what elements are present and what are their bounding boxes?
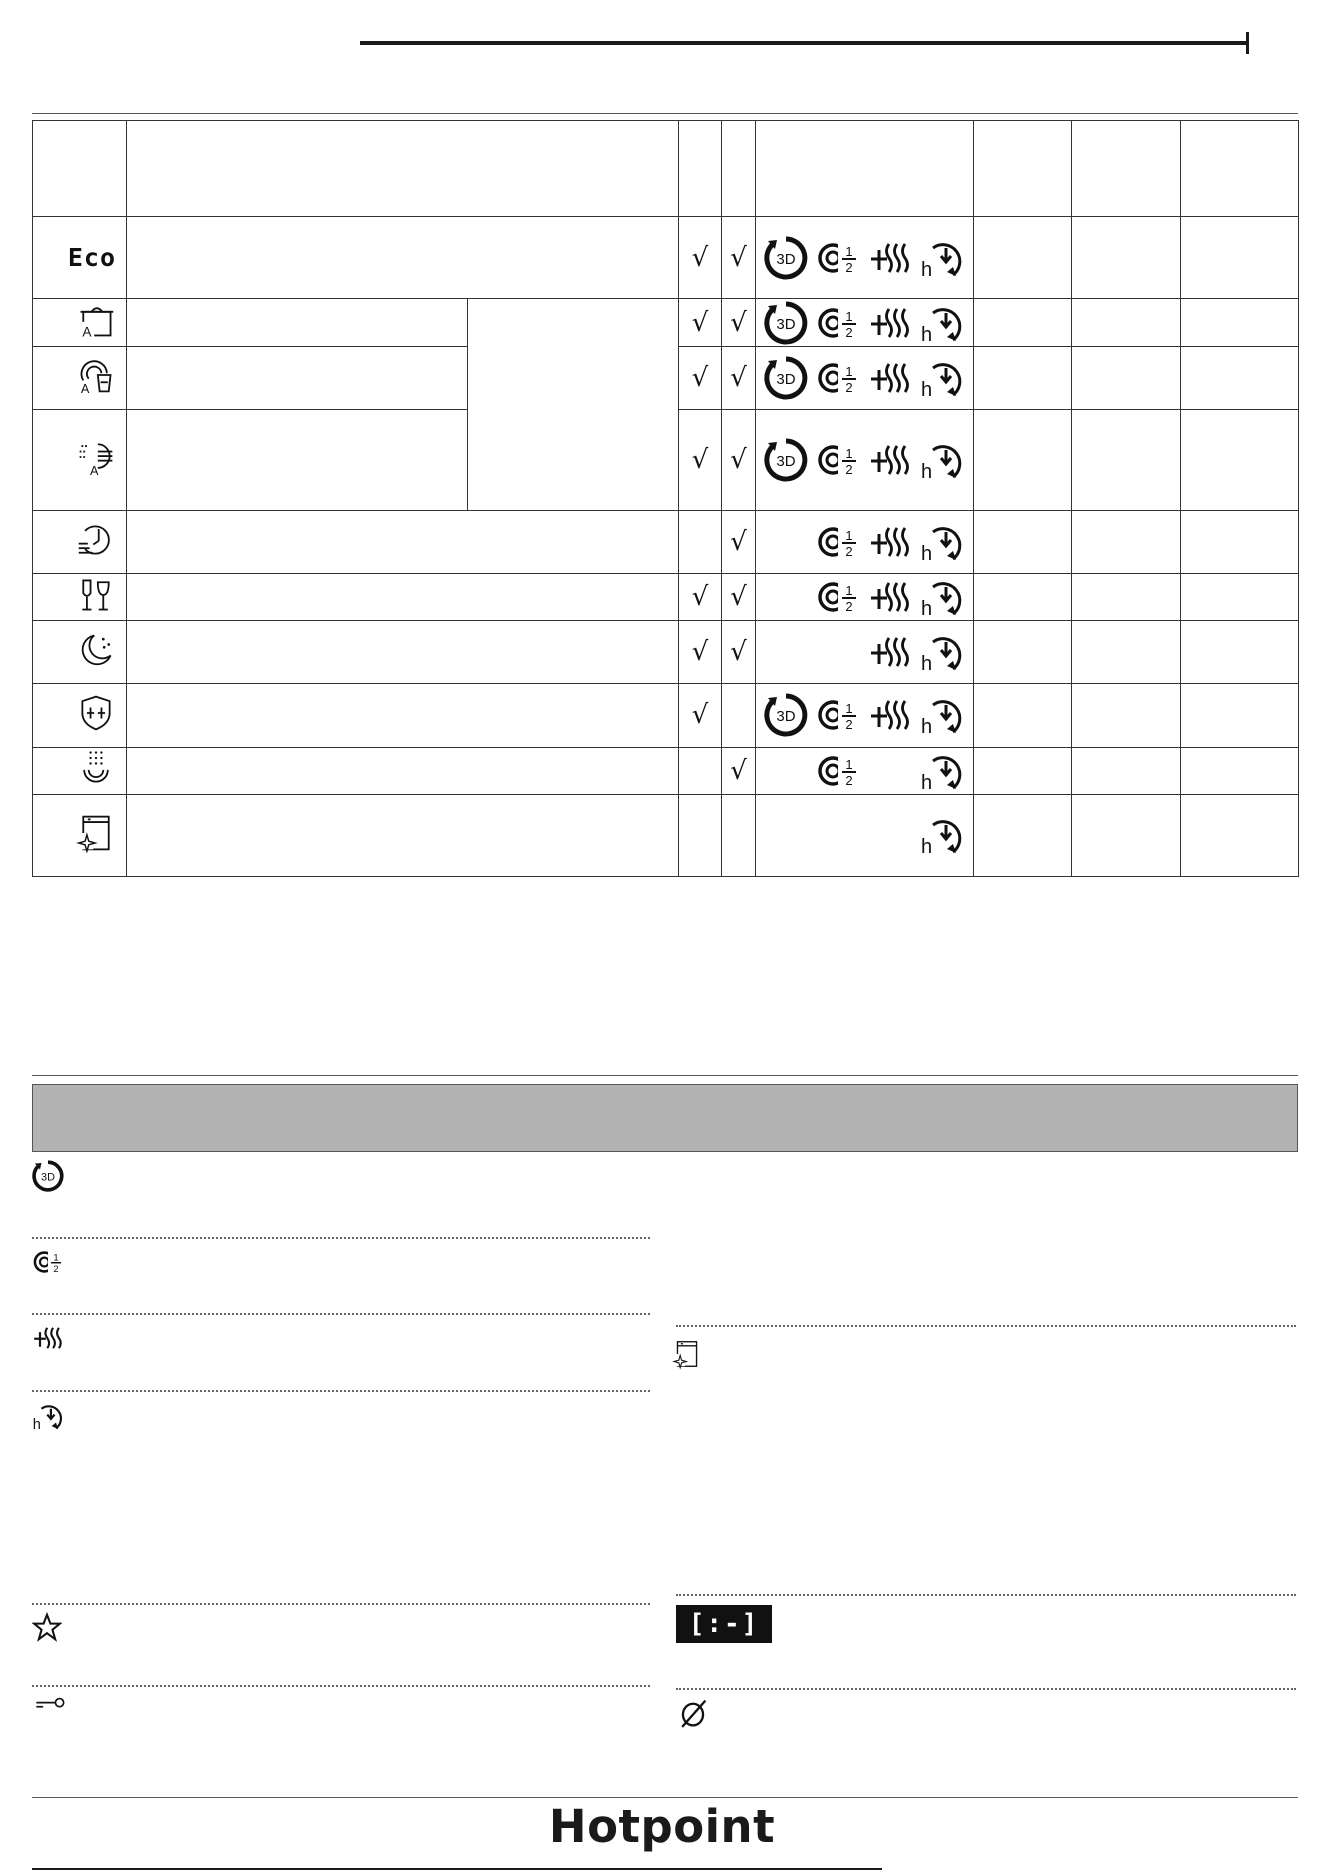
check-cell-1 bbox=[679, 794, 722, 876]
empty-option-slot bbox=[867, 749, 913, 793]
half-load-icon bbox=[32, 1246, 64, 1278]
header-cell-col-8 bbox=[1072, 121, 1181, 217]
table-row bbox=[33, 747, 1299, 794]
auto-quick-wash-icon bbox=[76, 437, 116, 477]
programme-cell bbox=[127, 217, 679, 299]
check-cell-2: √ bbox=[722, 346, 756, 409]
programme-cell bbox=[127, 510, 679, 573]
check-cell-2: √ bbox=[722, 574, 756, 621]
header-cell-check-2 bbox=[722, 121, 756, 217]
table-row bbox=[33, 684, 1299, 747]
half-load-icon bbox=[815, 236, 861, 280]
legend-divider bbox=[676, 1325, 1296, 1327]
extra-dry-icon bbox=[867, 356, 913, 400]
auto-intensive-pot-icon bbox=[76, 300, 116, 340]
header-rule-tick bbox=[1246, 32, 1249, 54]
half-load-icon bbox=[815, 301, 861, 345]
legend-divider bbox=[32, 1237, 650, 1239]
check-cell-2: √ bbox=[722, 747, 756, 794]
3d-zone-wash-icon bbox=[763, 236, 809, 280]
extra-dry-icon bbox=[867, 693, 913, 737]
3d-zone-wash-icon bbox=[763, 356, 809, 400]
half-load-icon bbox=[815, 575, 861, 619]
check-cell-2: √ bbox=[722, 409, 756, 510]
check-cell-1: √ bbox=[679, 684, 722, 747]
programme-group-cell bbox=[468, 299, 679, 511]
delay-start-icon bbox=[919, 749, 965, 793]
options-cell bbox=[756, 409, 974, 510]
check-cell-1: √ bbox=[679, 299, 722, 346]
delay-start-icon bbox=[32, 1400, 64, 1432]
options-cell bbox=[756, 794, 974, 876]
table-row bbox=[33, 510, 1299, 573]
header-cell-col-7 bbox=[974, 121, 1072, 217]
options-cell bbox=[756, 510, 974, 573]
header-cell-options bbox=[756, 121, 974, 217]
check-cell-1 bbox=[679, 510, 722, 573]
legend-divider bbox=[32, 1313, 650, 1315]
programme-cell bbox=[127, 346, 468, 409]
options-cell bbox=[756, 346, 974, 409]
legend-divider bbox=[32, 1685, 650, 1687]
programme-cell bbox=[127, 574, 679, 621]
half-load-icon bbox=[815, 356, 861, 400]
programme-cell bbox=[127, 621, 679, 684]
sanitizing-shield-icon bbox=[76, 693, 116, 733]
delay-start-icon bbox=[919, 438, 965, 482]
display-icon: [:-] bbox=[676, 1605, 772, 1643]
options-cell bbox=[756, 621, 974, 684]
delay-start-icon bbox=[919, 813, 965, 857]
brand-logo: Hotpoint bbox=[548, 1800, 776, 1853]
footer-rule bbox=[32, 1797, 1298, 1798]
options-cell bbox=[756, 299, 974, 346]
check-cell-1: √ bbox=[679, 574, 722, 621]
extra-dry-icon bbox=[867, 630, 913, 674]
extra-dry-icon bbox=[867, 301, 913, 345]
key-lock-icon bbox=[30, 1689, 70, 1719]
table-row bbox=[33, 794, 1299, 876]
extra-dry-icon bbox=[867, 520, 913, 564]
half-load-icon bbox=[815, 693, 861, 737]
table-header-row bbox=[33, 121, 1299, 217]
header-rule bbox=[360, 41, 1248, 45]
favourite-star-icon bbox=[32, 1612, 62, 1642]
options-cell bbox=[756, 217, 974, 299]
check-cell-2 bbox=[722, 794, 756, 876]
extra-dry-icon bbox=[867, 438, 913, 482]
header-cell-col-9 bbox=[1181, 121, 1299, 217]
programme-cell bbox=[127, 747, 679, 794]
check-cell-2: √ bbox=[722, 217, 756, 299]
bottom-rule bbox=[32, 1868, 882, 1870]
legend-header-bar bbox=[32, 1084, 1298, 1152]
check-cell-1: √ bbox=[679, 217, 722, 299]
section-rule-top bbox=[32, 113, 1298, 114]
extra-dry-icon bbox=[867, 575, 913, 619]
delay-start-icon bbox=[919, 520, 965, 564]
extra-dry-icon bbox=[867, 236, 913, 280]
programme-cell bbox=[127, 409, 468, 510]
section-rule-legend bbox=[32, 1075, 1298, 1076]
check-cell-2: √ bbox=[722, 621, 756, 684]
legend-divider bbox=[32, 1603, 650, 1605]
header-cell-check-1 bbox=[679, 121, 722, 217]
no-rinse-aid-icon bbox=[676, 1696, 710, 1730]
programme-table bbox=[32, 120, 1299, 877]
check-cell-1: √ bbox=[679, 346, 722, 409]
legend-divider bbox=[676, 1594, 1296, 1596]
header-cell-icon bbox=[33, 121, 127, 217]
check-cell-1: √ bbox=[679, 409, 722, 510]
options-cell bbox=[756, 574, 974, 621]
extra-dry-icon bbox=[32, 1322, 64, 1354]
half-load-icon bbox=[815, 438, 861, 482]
programme-cell bbox=[127, 794, 679, 876]
half-load-icon bbox=[815, 520, 861, 564]
daily-quick-clock-icon bbox=[76, 520, 116, 560]
check-cell-1 bbox=[679, 747, 722, 794]
table-row bbox=[33, 574, 1299, 621]
eco-icon: Eco bbox=[33, 217, 127, 299]
programme-cell bbox=[127, 299, 468, 346]
check-cell-2 bbox=[722, 684, 756, 747]
check-cell-2: √ bbox=[722, 510, 756, 573]
delay-start-icon bbox=[919, 236, 965, 280]
3d-zone-wash-icon bbox=[763, 438, 809, 482]
self-cleaning-icon bbox=[672, 1336, 702, 1372]
table-row bbox=[33, 217, 1299, 299]
3d-zone-wash-icon bbox=[763, 693, 809, 737]
table-row bbox=[33, 621, 1299, 684]
self-cleaning-icon bbox=[76, 813, 116, 853]
table-row bbox=[33, 299, 1299, 346]
legend-divider bbox=[32, 1390, 650, 1392]
crystal-glasses-icon bbox=[76, 575, 116, 615]
delay-start-icon bbox=[919, 356, 965, 400]
legend-divider bbox=[676, 1688, 1296, 1690]
auto-normal-plate-glass-icon bbox=[76, 355, 116, 395]
options-cell bbox=[756, 747, 974, 794]
options-cell bbox=[756, 684, 974, 747]
3d-zone-wash-icon bbox=[32, 1160, 64, 1192]
programme-cell bbox=[127, 684, 679, 747]
delay-start-icon bbox=[919, 693, 965, 737]
delay-start-icon bbox=[919, 630, 965, 674]
delay-start-icon bbox=[919, 301, 965, 345]
check-cell-1: √ bbox=[679, 621, 722, 684]
delay-start-icon bbox=[919, 575, 965, 619]
rinse-shower-icon bbox=[76, 748, 116, 788]
night-moon-icon bbox=[76, 630, 116, 670]
header-cell-programme bbox=[127, 121, 679, 217]
half-load-icon bbox=[815, 749, 861, 793]
check-cell-2: √ bbox=[722, 299, 756, 346]
3d-zone-wash-icon bbox=[763, 301, 809, 345]
